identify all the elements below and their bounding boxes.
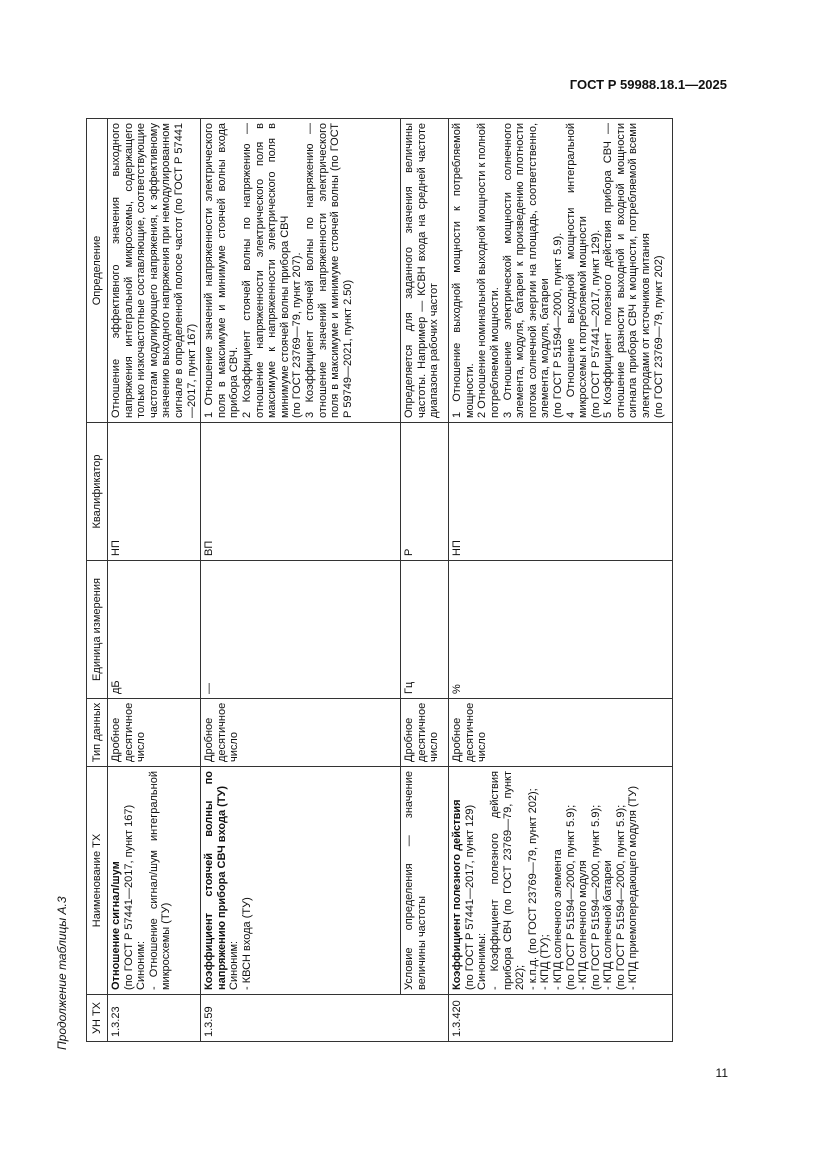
row-name xyxy=(108,767,201,995)
name-line: (по ГОСТ Р 51594—2000, пункт 5.9); xyxy=(589,804,602,990)
characteristics-table xyxy=(86,118,673,1042)
name-line: (по ГОСТ Р 57441—2017, пункт 129) xyxy=(463,804,476,990)
header-definition: Определение xyxy=(87,119,108,423)
header-name: Наименование ТХ xyxy=(87,767,108,995)
name-line: - КПД солнечной батареи xyxy=(602,860,615,990)
name-line: Синонимы: xyxy=(476,932,489,990)
row-type: Дробное десятичное число xyxy=(108,699,201,767)
page-number: 11 xyxy=(715,1066,728,1080)
row-unit: дБ xyxy=(108,561,201,699)
definition-line: (по ГОСТ 23769—79, пункт 202) xyxy=(652,255,665,418)
row-definition xyxy=(401,119,449,423)
table-row xyxy=(201,119,401,1042)
name-line: - к.п.д. (по ГОСТ 23769—79, пункт 202); xyxy=(526,788,539,990)
row-definition xyxy=(449,119,673,423)
row-id: 1.3.420 xyxy=(449,995,673,1042)
definition-line: (по ГОСТ 23769—79, пункт 207). xyxy=(291,252,304,418)
row-id: 1.3.23 xyxy=(108,995,201,1042)
definition-line: (по ГОСТ Р 51594—2000, пункт 5.9). xyxy=(551,232,564,418)
name-line: - Коэффициент полезного действия прибора СВЧ (по ГОСТ 23769—79, пункт 202); xyxy=(488,771,527,990)
name-line: - Отношение сигнал/шум интегральной микросхемы (ТУ) xyxy=(147,771,173,990)
row-title: Отношение сигнал/шум xyxy=(110,861,122,990)
definition-line: 3 Отношение электрической мощности солнечного элемента, модуля, батареи к произведению плотности потока солнечной энергии на площадь, соответственно, элемента, модуля, батареи xyxy=(501,123,552,418)
document-code: ГОСТ Р 59988.18.1—2025 xyxy=(569,77,727,92)
table-header-row xyxy=(87,119,108,1042)
name-line: Условие определения — значение величины частоты xyxy=(403,771,428,990)
rotated-table-container xyxy=(86,119,691,1042)
definition-line: 5 Коэффициент полезного действия прибора СВЧ — отношение разности выходной и входной мощности сигнала прибора СВЧ к мощности, потребляемой всеми электродами от источников питания xyxy=(602,123,653,418)
definition-line: (по ГОСТ Р 57441—2017, пункт 129). xyxy=(589,229,602,418)
row-type: Дробное десятичное число xyxy=(449,699,673,767)
row-title: Коэффициент полезного действия xyxy=(451,799,464,990)
row-id xyxy=(401,995,449,1042)
name-line: Синоним: xyxy=(135,940,148,990)
name-line: - КВСН входа (ТУ) xyxy=(240,897,253,990)
name-line: (по ГОСТ Р 51594—2000, пункт 5.9); xyxy=(564,804,577,990)
row-name xyxy=(401,767,449,995)
row-name xyxy=(449,767,673,995)
table-row xyxy=(449,119,673,1042)
name-line: Синоним: xyxy=(228,940,241,990)
row-id: 1.3.59 xyxy=(201,995,401,1042)
row-type: Дробное десятичное число xyxy=(201,699,401,767)
row-definition xyxy=(108,119,201,423)
header-id: УН ТХ xyxy=(87,995,108,1042)
header-type: Тип данных xyxy=(87,699,108,767)
header-qualifier: Квалификатор xyxy=(87,423,108,561)
name-line: - КПД приемопередающего модуля (ТУ) xyxy=(627,786,640,990)
definition-line: 2 Отношение номинальной выходной мощности к полной потребляемой мощности. xyxy=(476,123,501,418)
name-line: (по ГОСТ Р 57441—2017, пункт 167) xyxy=(122,804,135,990)
table-row xyxy=(108,119,201,1042)
name-line: - КПД солнечного элемента xyxy=(551,849,564,990)
row-qualifier: НП xyxy=(449,423,673,561)
definition-line: 4 Отношение выходной мощности интегральной микросхемы к потребляемой мощности xyxy=(564,123,590,418)
name-line: (по ГОСТ Р 51594—2000, пункт 5.9); xyxy=(614,804,627,990)
row-unit: % xyxy=(449,561,673,699)
row-qualifier: ВП xyxy=(201,423,401,561)
continuation-label: Продолжение таблицы А.3 xyxy=(55,896,69,1050)
table-row xyxy=(401,119,449,1042)
definition-line: 3 Коэффициент стоячей волны по напряжению — отношение значений напряженности электрического поля в максимуме и минимуме стоячей волны (по ГОСТ Р 59749—2021, пункт 2.50) xyxy=(303,123,354,418)
definition-line: 1 Отношение значений напряженности электрического поля в максимуме и минимуме стоячей волны входа прибора СВЧ. xyxy=(203,123,241,418)
definition-line: 2 Коэффициент стоячей волны по напряжению — отношение напряженности электрического поля в максимуме к напряженности электрического поля в минимуме стоячей волны прибора СВЧ xyxy=(240,123,291,418)
name-line: - КПД солнечного модуля xyxy=(577,860,590,990)
row-title: Коэффициент стоячей волны по напряжению прибора СВЧ входа (ТУ) xyxy=(203,771,228,990)
header-unit: Единица измерения xyxy=(87,561,108,699)
row-unit: — xyxy=(201,561,401,699)
row-unit: Гц xyxy=(401,561,449,699)
name-line: - КПД (ТУ); xyxy=(539,934,552,990)
row-type: Дробное десятичное число xyxy=(401,699,449,767)
definition-line: Определяется для заданного значения величины частоты. Например — КСВН входа на средней частоте диапазона рабочих частот xyxy=(403,123,441,418)
row-qualifier: НП xyxy=(108,423,201,561)
definition-line: Отношение эффективного значения выходного напряжения интегральной микросхемы, содержащего только низкочастотные составляющие, соответствующие частотам модулирующего напряжения, к эффективному значению выходного напряжения при немодулированном сигнале в определенной полосе частот (по ГОСТ Р 57441—2017, пункт 167) xyxy=(110,122,198,418)
definition-line: 1 Отношение выходной мощности к потребляемой мощности. xyxy=(451,123,476,418)
row-definition xyxy=(201,119,401,423)
row-name xyxy=(201,767,401,995)
row-qualifier: Р xyxy=(401,423,449,561)
